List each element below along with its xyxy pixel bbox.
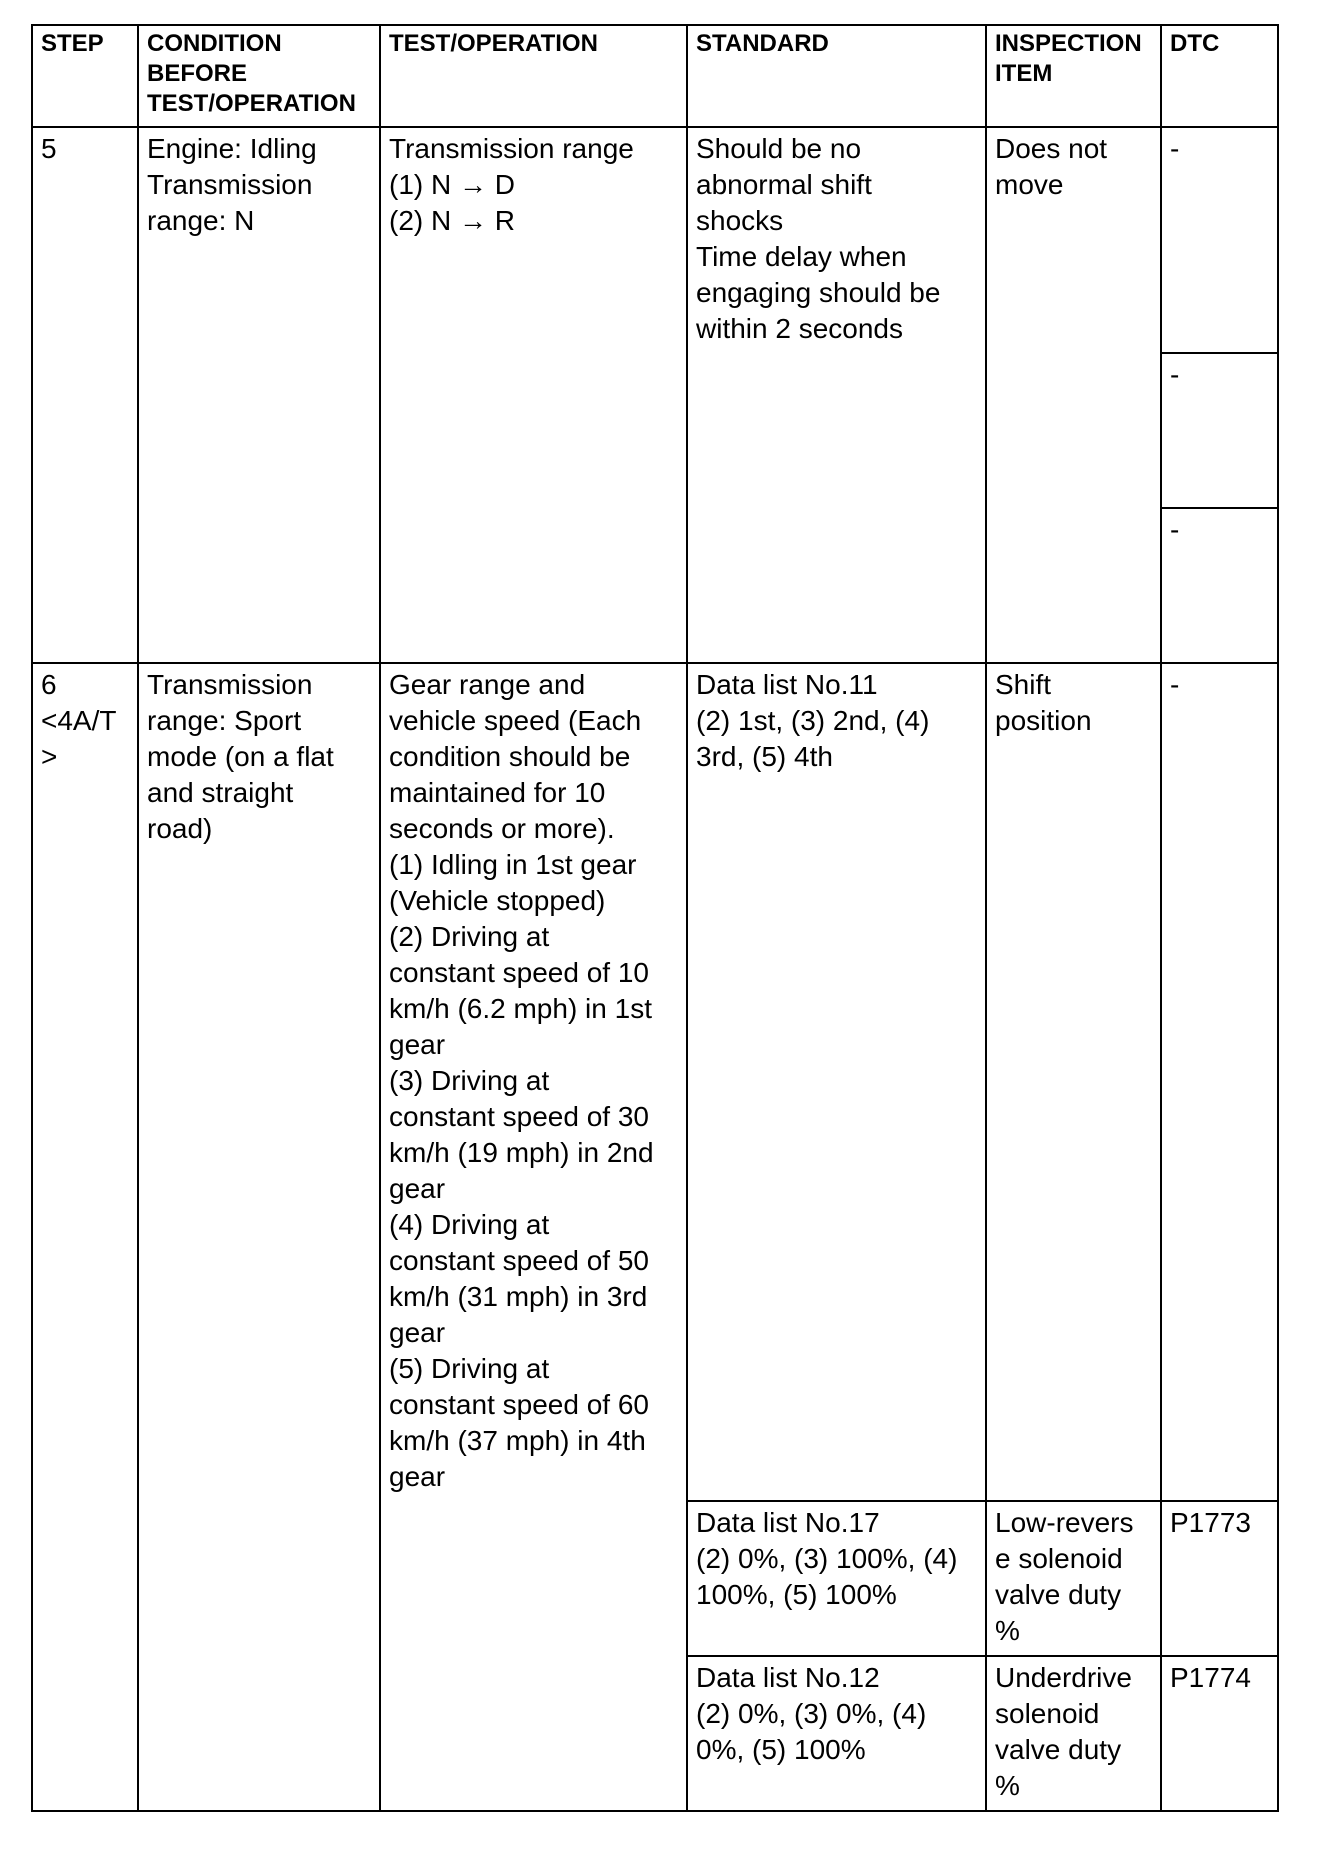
header-row — [32, 25, 1278, 127]
inspection-table — [31, 24, 1279, 1812]
step6-test: Gear range and vehicle speed (Each condition should be maintained for 10 seconds or more). (1) Idling in 1st gear (Vehicle stopped) (2) Driving at constant speed of 10 km/h (6.2 mph) in 1st gear (3) Driving at constant speed of 30 km/h (19 mph) in 2nd gear (4) Driving at constant speed of 50 km/h (31 mph) in 3rd gear (5) Driving at constant speed of 60 km/h (37 mph) in 4th gear — [380, 663, 687, 1811]
step5-dtc-3: - — [1161, 508, 1278, 663]
step6-standard-1: Data list No.11 (2) 1st, (3) 2nd, (4) 3rd, (5) 4th — [687, 663, 986, 1501]
header-inspection-item: INSPECTION ITEM — [986, 25, 1161, 127]
header-step: STEP — [32, 25, 138, 127]
step6-standard-3: Data list No.12 (2) 0%, (3) 0%, (4) 0%, (5) 100% — [687, 1656, 986, 1811]
step6-step: 6 <4A/T > — [32, 663, 138, 1811]
step5-step: 5 — [32, 127, 138, 663]
header-dtc: DTC — [1161, 25, 1278, 127]
step5-condition: Engine: Idling Transmission range: N — [138, 127, 380, 663]
step6-dtc-1: - — [1161, 663, 1278, 1501]
step5-standard: Should be no abnormal shift shocks Time delay when engaging should be within 2 seconds — [687, 127, 986, 663]
step6-dtc-2: P1773 — [1161, 1501, 1278, 1656]
table-row — [32, 127, 1278, 353]
step6-inspection-item-1: Shift position — [986, 663, 1161, 1501]
step5-dtc-2: - — [1161, 353, 1278, 508]
step5-inspection-item: Does not move — [986, 127, 1161, 663]
step6-inspection-item-3: Underdrive solenoid valve duty % — [986, 1656, 1161, 1811]
header-test-operation: TEST/OPERATION — [380, 25, 687, 127]
step5-dtc-1: - — [1161, 127, 1278, 353]
table-row — [32, 663, 1278, 1501]
step6-inspection-item-2: Low-revers e solenoid valve duty % — [986, 1501, 1161, 1656]
header-condition: CONDITION BEFORE TEST/OPERATION — [138, 25, 380, 127]
step5-test: Transmission range (1) N → D (2) N → R — [380, 127, 687, 663]
step6-condition: Transmission range: Sport mode (on a flat and straight road) — [138, 663, 380, 1811]
header-standard: STANDARD — [687, 25, 986, 127]
step6-dtc-3: P1774 — [1161, 1656, 1278, 1811]
step6-standard-2: Data list No.17 (2) 0%, (3) 100%, (4) 100%, (5) 100% — [687, 1501, 986, 1656]
